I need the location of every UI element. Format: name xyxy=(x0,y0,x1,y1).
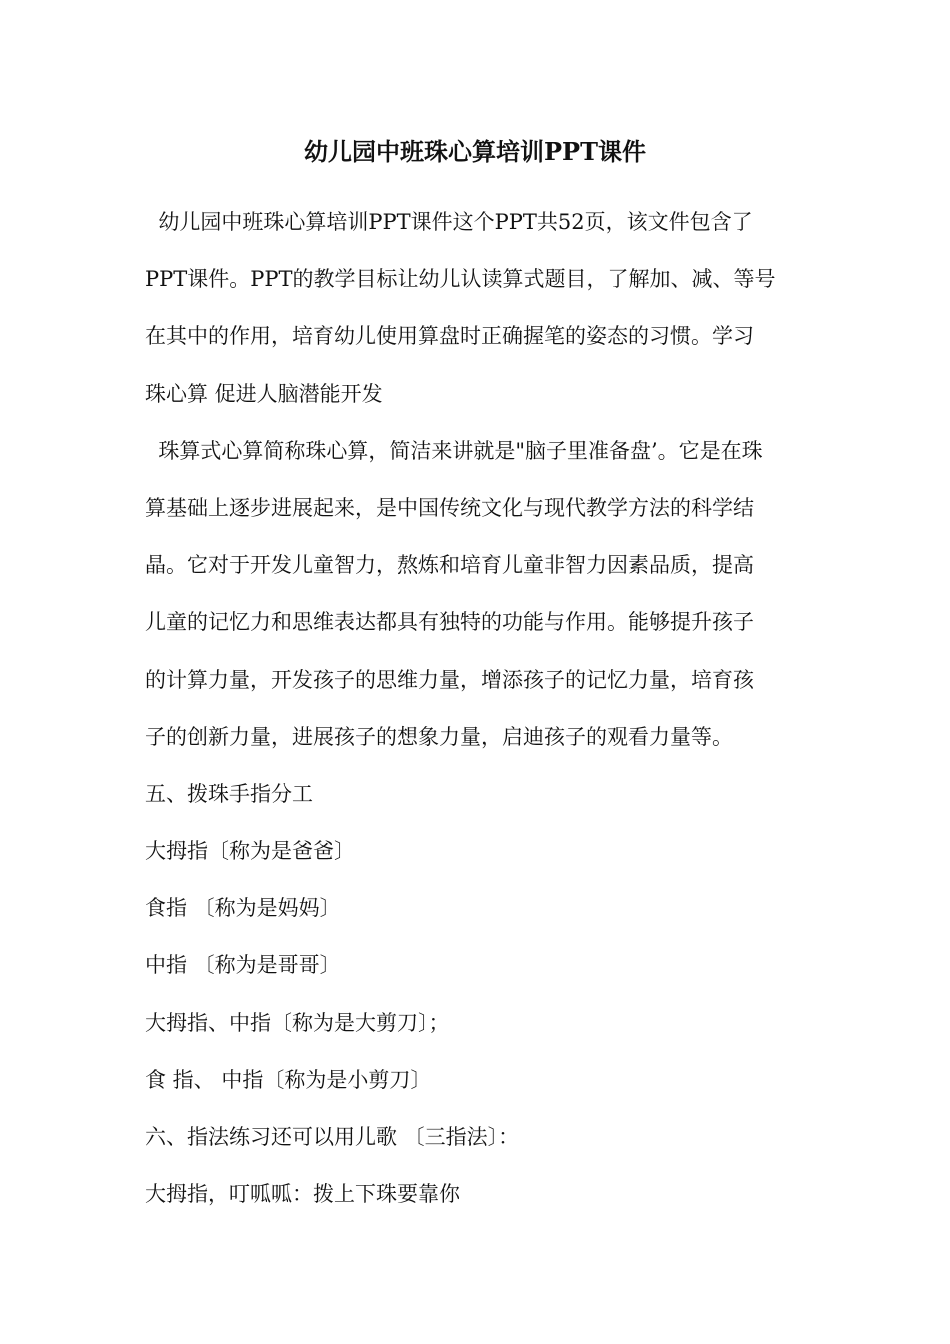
section-heading: 五、拨珠手指分工 xyxy=(145,781,313,806)
text-line: 儿童的记忆力和思维表达都具有独特的功能与作用。能够提升孩子 xyxy=(145,610,754,635)
text-line: 幼儿园中班珠心算培训PPT课件这个PPT共52页，该文件包含了 xyxy=(145,210,753,234)
text-line: 算基础上逐步进展起来，是中国传统文化与现代教学方法的科学结 xyxy=(145,495,754,520)
list-item: 大拇指〔称为是爸爸〕 xyxy=(145,839,355,864)
text-line: PPT课件。PPT的教学目标让幼儿认读算式题目，了解加、减、等号 xyxy=(145,267,776,292)
list-item: 食指 〔称为是妈妈〕 xyxy=(145,896,341,921)
text-line: 子的创新力量，进展孩子的想象力量，启迪孩子的观看力量等。 xyxy=(145,724,733,749)
text-line: 在其中的作用，培育幼儿使用算盘时正确握笔的姿态的习惯。学习 xyxy=(145,324,754,349)
text-line: 珠心算 促进人脑潜能开发 xyxy=(145,381,383,406)
list-item: 大拇指、中指〔称为是大剪刀〕； xyxy=(145,1010,450,1035)
text-line: 的计算力量，开发孩子的思维力量，增添孩子的记忆力量，培育孩 xyxy=(145,667,754,692)
list-item: 食 指、 中指〔称为是小剪刀〕 xyxy=(145,1067,432,1092)
section-heading: 六、指法练习还可以用儿歌 〔三指法〕： xyxy=(145,1125,520,1149)
list-item: 中指 〔称为是哥哥〕 xyxy=(145,953,341,978)
list-item: 大拇指，叮呱呱：拨上下珠要靠你 xyxy=(145,1182,460,1207)
document-body xyxy=(145,204,810,1233)
text-line: 珠算式心算简称珠心算，简洁来讲就是"脑子里准备盘’。它是在珠 xyxy=(145,438,763,463)
text-line: 晶。它对于开发儿童智力，熬炼和培育儿童非智力因素品质，提高 xyxy=(145,553,754,578)
document-title: 幼儿园中班珠心算培训PPT课件 xyxy=(304,137,646,166)
